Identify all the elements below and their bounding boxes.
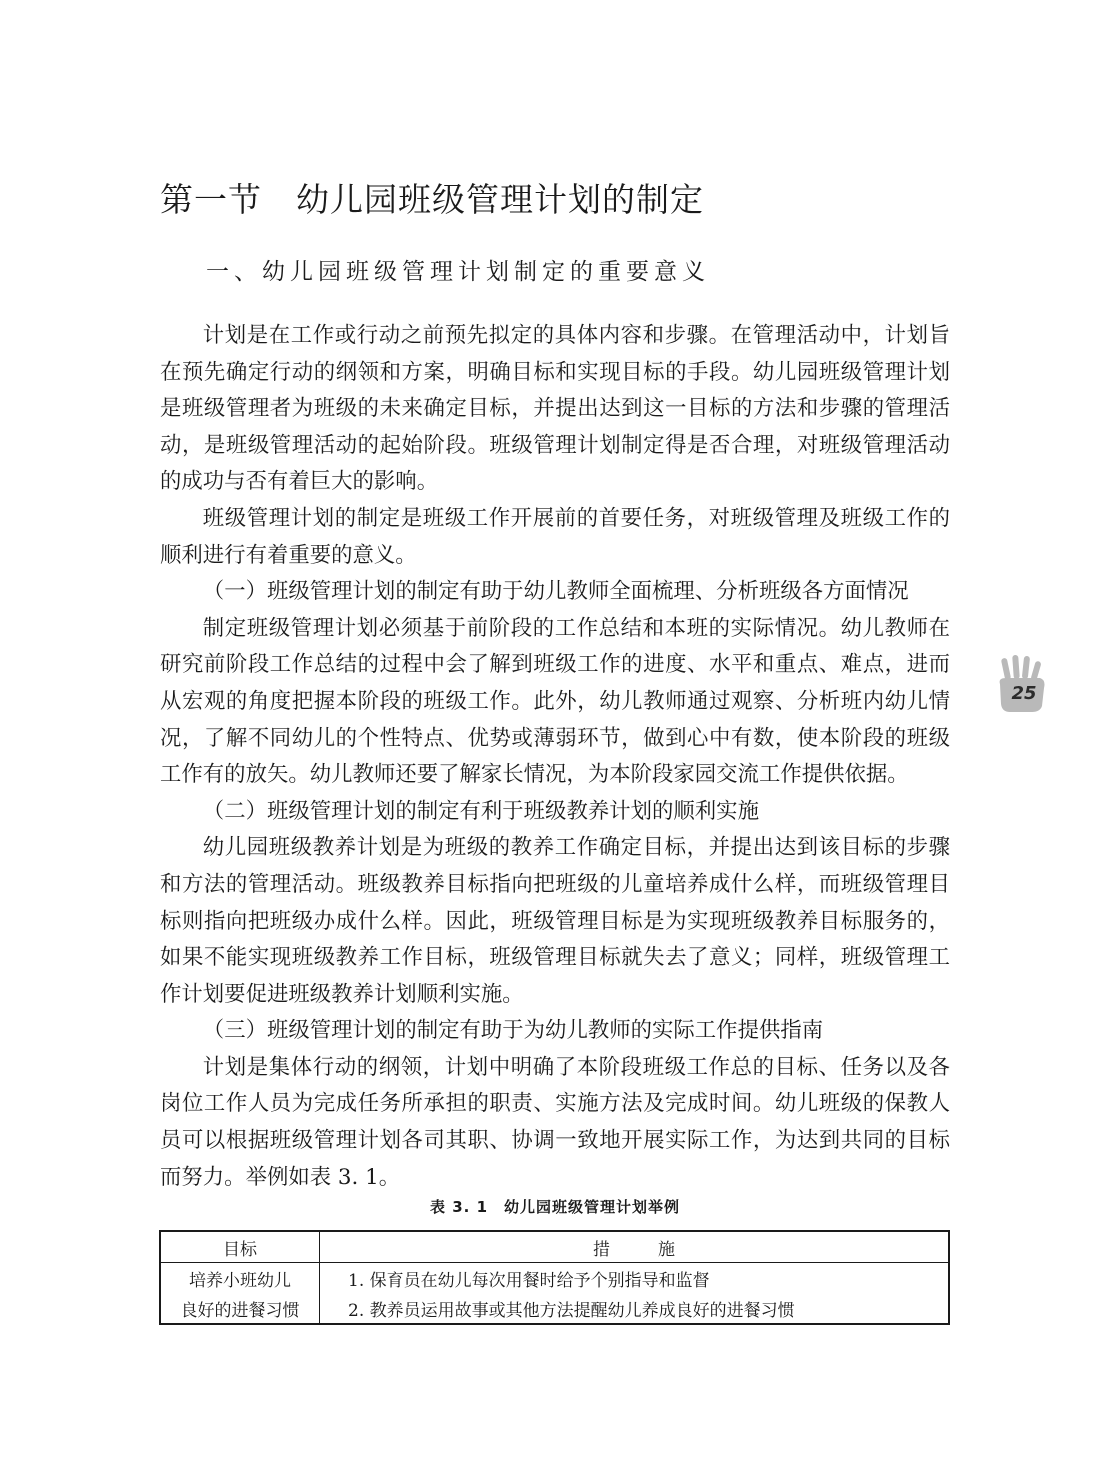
header-goal: 目标 (160, 1231, 320, 1263)
chapter-title: 第一节 幼儿园班级管理计划的制定 (160, 180, 704, 219)
measure-cell: 2. 教养员运用故事或其他方法提醒幼儿养成良好的进餐习惯 (320, 1293, 950, 1324)
page-number: 25 (1011, 683, 1037, 704)
subheading: （三）班级管理计划的制定有助于为幼儿教师的实际工作提供指南 (202, 1018, 824, 1044)
table-row (160, 1263, 949, 1294)
measure-cell: 1. 保育员在幼儿每次用餐时给予个别指导和监督 (320, 1263, 950, 1294)
subheading: （二）班级管理计划的制定有利于班级教养计划的顺利实施 (202, 798, 759, 824)
paragraph: 班级管理计划的制定是班级工作开展前的首要任务，对班级管理及班级工作的顺利进行有着重要的意义。 (160, 505, 950, 568)
section-heading: 一、幼儿园班级管理计划制定的重要意义 (206, 259, 710, 285)
paragraph: 计划是在工作或行动之前预先拟定的具体内容和步骤。在管理活动中，计划旨在预先确定行动的纲领和方案，明确目标和实现目标的手段。幼儿园班级管理计划是班级管理者为班级的未来确定目标，并提出达到这一目标的方法和步骤的管理活动，是班级管理活动的起始阶段。班级管理计划制定得是否合理，对班级管理活动的成功与否有着巨大的影响。 (160, 323, 950, 495)
paragraph: 制定班级管理计划必须基于前阶段的工作总结和本班的实际情况。幼儿教师在研究前阶段工作总结的过程中会了解到班级工作的进度、水平和重点、难点，进而从宏观的角度把握本阶段的班级工作。此外，幼儿教师通过观察、分析班内幼儿情况，了解不同幼儿的个性特点、优势或薄弱环节，做到心中有数，使本阶段的班级工作有的放矢。幼儿教师还要了解家长情况，为本阶段家园交流工作提供依据。 (160, 615, 950, 788)
table-row (160, 1293, 949, 1324)
plan-table (159, 1230, 950, 1325)
goal-cell: 培养小班幼儿 (160, 1263, 320, 1294)
paragraph: 计划是集体行动的纲领，计划中明确了本阶段班级工作总的目标、任务以及各岗位工作人员为完成任务所承担的职责、实施方法及完成时间。幼儿班级的保教人员可以根据班级管理计划各司其职、协调一致地开展实际工作，为达到共同的目标而努力。举例如表 3. 1。 (160, 1054, 950, 1190)
header-measures (320, 1231, 950, 1263)
body-text (160, 318, 950, 1196)
header-measures-label: 措施 (593, 1239, 723, 1260)
goal-cell: 良好的进餐习惯 (160, 1293, 320, 1324)
subheading: （一）班级管理计划的制定有助于幼儿教师全面梳理、分析班级各方面情况 (202, 579, 909, 605)
table-caption: 表 3. 1 幼儿园班级管理计划举例 (429, 1198, 681, 1216)
table-header-row (160, 1231, 949, 1263)
paragraph: 幼儿园班级教养计划是为班级的教养工作确定目标，并提出达到该目标的步骤和方法的管理活动。班级教养目标指向把班级的儿童培养成什么样，而班级管理目标则指向把班级办成什么样。因此，班级管理目标是为实现班级教养目标服务的，如果不能实现班级教养工作目标，班级管理目标就失去了意义；同样，班级管理工作计划要促进班级教养计划顺利实施。 (160, 835, 950, 1007)
